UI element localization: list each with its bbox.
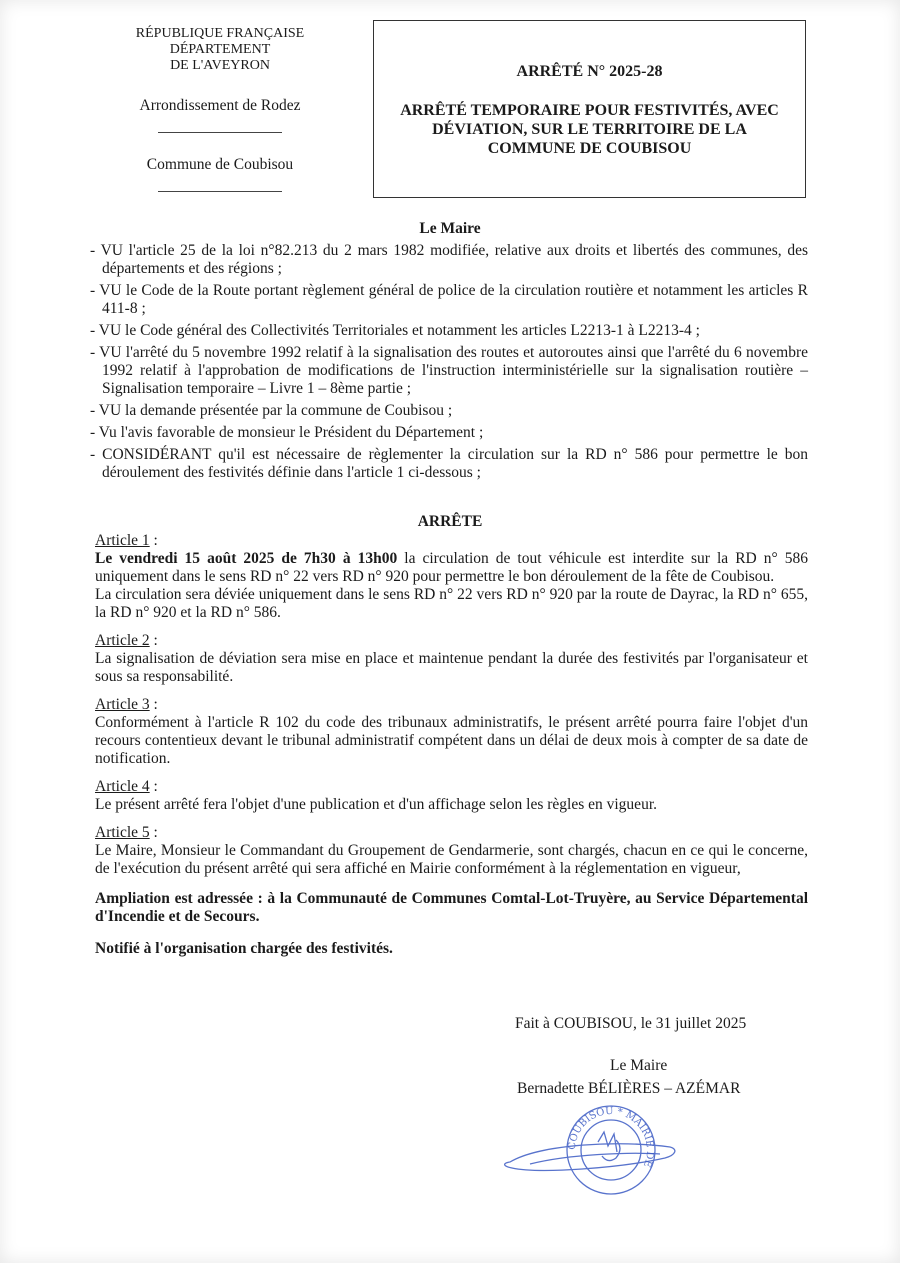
- mairie-seal-stamp: [500, 1092, 680, 1202]
- department-label: DÉPARTEMENT: [169, 42, 271, 57]
- header-divider: [158, 132, 282, 133]
- commune-label: Commune de Coubisou: [146, 156, 294, 173]
- arrete-number: ARRÊTÉ N° 2025-28: [516, 63, 663, 80]
- consideration-item: - VU l'article 25 de la loi n°82.213 du 2 mars 1982 modifiée, relative aux droits et libertés des communes, des départements et des régions ;: [90, 242, 808, 277]
- ampliation-text: Ampliation est adressée : à la Communauté de Communes Comtal-Lot-Truyère, au Service Départemental d'Incendie et de Secours.: [95, 890, 808, 925]
- consideration-item: - VU la demande présentée par la commune de Coubisou ;: [90, 402, 453, 419]
- signatory-title: Le Maire: [610, 1057, 668, 1074]
- consideration-item: - Vu l'avis favorable de monsieur le Président du Département ;: [90, 424, 484, 441]
- svg-text:COUBISOU * MAIRIE DE: COUBISOU * MAIRIE DE: [566, 1105, 656, 1169]
- article-1-date: Le vendredi 15 août 2025 de 7h30 à 13h00: [95, 550, 398, 567]
- articles-section: [95, 532, 808, 958]
- place-date: Fait à COUBISOU, le 31 juillet 2025: [515, 1015, 747, 1032]
- consideration-item: - CONSIDÉRANT qu'il est nécessaire de règlementer la circulation sur la RD n° 586 pour permettre le bon déroulement des festivités définie dans l'article 1 ci-dessous ;: [90, 446, 808, 481]
- article-2-heading: Article 2 :: [95, 632, 158, 649]
- notification-text: Notifié à l'organisation chargée des festivités.: [95, 940, 393, 957]
- arrondissement-label: Arrondissement de Rodez: [139, 97, 301, 114]
- signatory-name: Bernadette BÉLIÈRES – AZÉMAR: [517, 1080, 741, 1097]
- arrete-heading: ARRÊTE: [417, 513, 483, 530]
- article-5-heading: Article 5 :: [95, 824, 158, 841]
- arrete-title: ARRÊTÉ TEMPORAIRE POUR FESTIVITÉS, AVEC DÉVIATION, SUR LE TERRITOIRE DE LA COMMUNE DE COUBISOU: [400, 102, 779, 157]
- consideration-item: - VU l'arrêté du 5 novembre 1992 relatif à la signalisation des routes et autoroutes ainsi que l'arrêté du 6 novembre 1992 relatif à l'approbation de modifications de l'instruction interministérielle sur la signalisation routière – Signalisation temporaire – Livre 1 – 8ème partie ;: [90, 344, 808, 397]
- article-4-heading: Article 4 :: [95, 778, 158, 795]
- article-2-text: La signalisation de déviation sera mise en place et maintenue pendant la durée des festivités par l'organisateur et sous sa responsabilité.: [95, 650, 808, 685]
- article-1-heading: Article 1 :: [95, 532, 158, 549]
- article-3-text: Conformément à l'article R 102 du code des tribunaux administratifs, le présent arrêté pourra faire l'objet d'un recours contentieux devant le tribunal administratif compétent dans un délai de deux mois à compter de sa date de notification.: [95, 714, 808, 767]
- considerations-list: [90, 242, 808, 486]
- article-1-text: Le vendredi 15 août 2025 de 7h30 à 13h00 la circulation de tout véhicule est interdite sur la RD n° 586 uniquement dans le sens RD n° 22 vers RD n° 920 pour permettre le bon déroulement de la fête de Coubisou.: [95, 550, 808, 585]
- article-5-text: Le Maire, Monsieur le Commandant du Groupement de Gendarmerie, sont chargés, chacun en ce qui le concerne, de l'exécution du présent arrêté qui sera affiché en Mairie conformément à la réglementation en vigueur,: [95, 842, 808, 877]
- department-name: DE L'AVEYRON: [170, 58, 270, 73]
- article-3-heading: Article 3 :: [95, 696, 158, 713]
- header-issuer: [100, 26, 340, 192]
- maire-heading: Le Maire: [419, 220, 481, 237]
- consideration-item: - VU le Code de la Route portant règlement général de police de la circulation routière et notamment les articles R 411-8 ;: [90, 282, 808, 317]
- article-4-text: Le présent arrêté fera l'objet d'une publication et d'un affichage selon les règles en vigueur.: [95, 796, 657, 813]
- article-1-deviation: La circulation sera déviée uniquement dans le sens RD n° 22 vers RD n° 920 par la route de Dayrac, la RD n° 655, la RD n° 920 et la RD n° 586.: [95, 586, 808, 621]
- consideration-item: - VU le Code général des Collectivités Territoriales et notamment les articles L2213-1 à L2213-4 ;: [90, 322, 700, 339]
- republic-label: RÉPUBLIQUE FRANÇAISE: [135, 26, 305, 41]
- title-box: [373, 20, 806, 198]
- header-divider: [158, 191, 282, 192]
